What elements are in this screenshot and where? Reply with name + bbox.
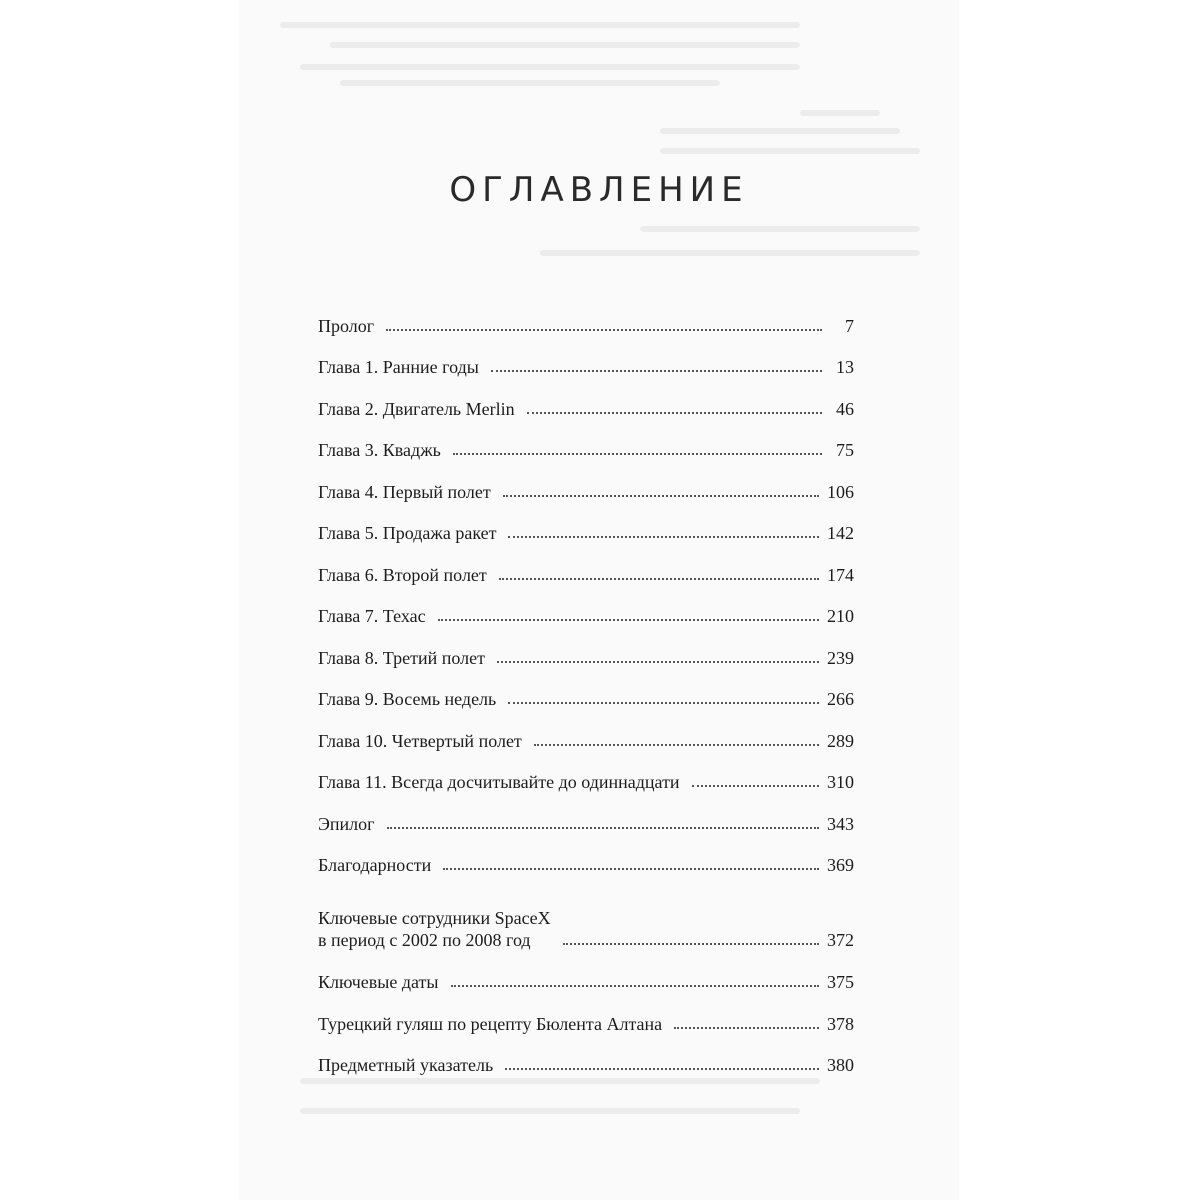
toc-entry[interactable]: [318, 718, 854, 752]
dot-leader: [674, 1027, 819, 1029]
dot-leader: [443, 868, 819, 870]
dot-leader: [503, 495, 819, 497]
toc-entry-title: Эпилог: [318, 814, 375, 834]
show-through-line: [300, 1108, 800, 1114]
dot-leader: [563, 943, 819, 945]
toc-entry-title: Глава 4. Первый полет: [318, 482, 491, 502]
show-through-line: [300, 1078, 820, 1084]
toc-entry-page: 343: [827, 814, 854, 834]
toc-entry-page: 13: [836, 357, 854, 377]
toc-entry[interactable]: [318, 959, 854, 993]
toc-entry[interactable]: [318, 427, 854, 461]
show-through-line: [540, 250, 920, 256]
dot-leader: [692, 785, 819, 787]
toc-entry-page: 375: [827, 972, 854, 992]
toc-entry[interactable]: [318, 1001, 854, 1035]
dot-leader: [508, 536, 819, 538]
toc-entry[interactable]: [318, 801, 854, 835]
toc-entry-title: Благодарности: [318, 855, 432, 875]
show-through-line: [340, 80, 720, 86]
toc-entry-title: Ключевые даты: [318, 972, 439, 992]
toc-entry-page: 46: [836, 399, 854, 419]
toc-entry-title: Глава 10. Четвертый полет: [318, 731, 522, 751]
toc-entry-page: 174: [827, 565, 854, 585]
show-through-line: [300, 64, 800, 70]
toc-entry-page: 378: [827, 1014, 854, 1034]
toc-entry[interactable]: [318, 303, 854, 337]
toc-entry[interactable]: [318, 759, 854, 793]
show-through-line: [660, 148, 920, 154]
toc-entry-title: Глава 2. Двигатель Merlin: [318, 399, 515, 419]
toc-entry-title: Глава 9. Восемь недель: [318, 689, 497, 709]
toc-entry-page: 266: [827, 689, 854, 709]
toc-entry-title: Глава 3. Кваджь: [318, 440, 441, 460]
toc-entry-page: 106: [827, 482, 854, 502]
dot-leader: [499, 578, 819, 580]
toc-entry-page: 310: [827, 772, 854, 792]
show-through-line: [640, 226, 920, 232]
toc-entry-page: 289: [827, 731, 854, 751]
toc-entry[interactable]: [318, 552, 854, 586]
toc-entry[interactable]: [318, 895, 854, 951]
toc-entry[interactable]: [318, 635, 854, 669]
toc-entry-page: 380: [827, 1055, 854, 1075]
page-title: ОГЛАВЛЕНИЕ: [449, 170, 749, 210]
toc-entry-page: 75: [836, 440, 854, 460]
toc-entry-page: 7: [845, 316, 854, 336]
toc-entry[interactable]: [318, 842, 854, 876]
dot-leader: [438, 619, 819, 621]
dot-leader: [451, 985, 819, 987]
toc-entry-title: Ключевые сотрудники SpaceX в период с 2002 по 2008 год: [318, 908, 551, 950]
dot-leader: [508, 702, 819, 704]
dot-leader: [534, 744, 819, 746]
toc-entry-title: Турецкий гуляш по рецепту Бюлента Алтана: [318, 1014, 663, 1034]
toc-entry-title: Глава 6. Второй полет: [318, 565, 487, 585]
toc-entry-title: Предметный указатель: [318, 1055, 494, 1075]
toc-entry[interactable]: [318, 344, 854, 378]
dot-leader: [505, 1068, 819, 1070]
toc-entry[interactable]: [318, 469, 854, 503]
show-through-line: [280, 22, 800, 28]
toc-entry-page: 210: [827, 606, 854, 626]
show-through-line: [800, 110, 880, 116]
toc-entry-title: Глава 7. Техас: [318, 606, 426, 626]
toc-entry[interactable]: [318, 1042, 854, 1076]
show-through-line: [660, 128, 900, 134]
toc-entry-page: 369: [827, 855, 854, 875]
toc-entry[interactable]: [318, 510, 854, 544]
toc-entry-page: 239: [827, 648, 854, 668]
dot-leader: [453, 453, 822, 455]
dot-leader: [527, 412, 822, 414]
toc-entry-title: Пролог: [318, 316, 375, 336]
toc-entry-title: Глава 11. Всегда досчитывайте до одиннадцати: [318, 772, 680, 792]
toc-entry[interactable]: [318, 593, 854, 627]
dot-leader: [497, 661, 819, 663]
dot-leader: [387, 827, 819, 829]
toc-entry[interactable]: [318, 676, 854, 710]
dot-leader: [491, 370, 822, 372]
toc-entry-page: 142: [827, 523, 854, 543]
book-page: [240, 0, 958, 1200]
dot-leader: [386, 329, 822, 331]
toc-entry-title: Глава 8. Третий полет: [318, 648, 485, 668]
toc-entry-title: Глава 1. Ранние годы: [318, 357, 479, 377]
toc-entry-page: 372: [827, 930, 854, 950]
toc-entry[interactable]: [318, 386, 854, 420]
show-through-line: [330, 42, 800, 48]
toc-entry-title: Глава 5. Продажа ракет: [318, 523, 497, 543]
